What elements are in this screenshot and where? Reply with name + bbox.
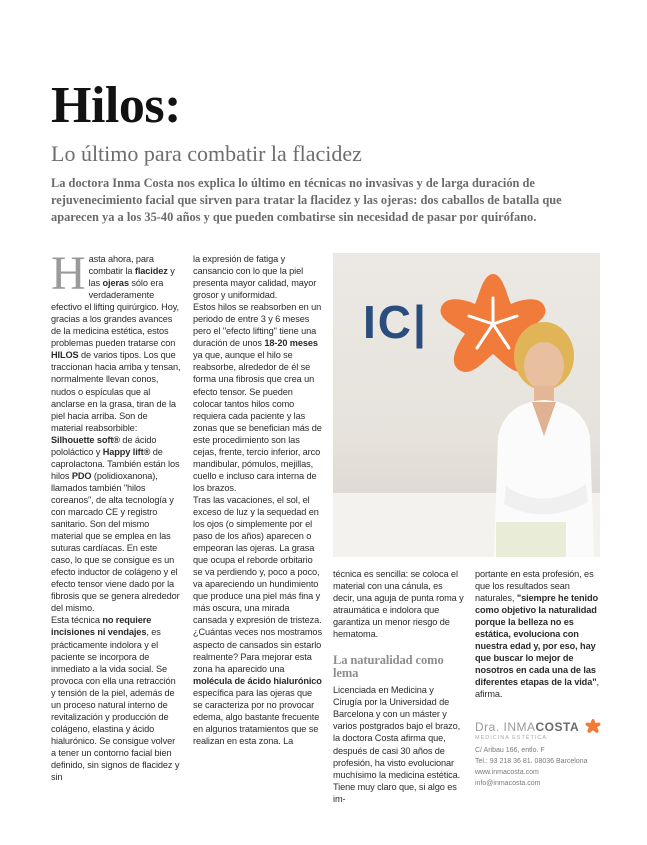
drop-cap: H [51,247,86,300]
text-bold: "siempre he tenido como objetivo la naturalidad porque la belleza no es estática, evoluciona con nuestra edad y, por eso, hay que buscar lo mejor de nosotros en cada una de las diferentes etapas de la vida" [475,593,598,688]
text: (polidioxanona), llamados también "hilos coreanos", de alta tecnología y con marcado CE y registro sanitario. Son del mismo material que se emplea en las suturas cardíacas. En este caso, lo que se consigue es un efecto inductor de colágeno y el efecto tensor viene dado por la fibrosis que se genera alrededor del mismo. [51,470,180,614]
paragraph: Licenciada en Medicina y Cirugía por la Universidad de Barcelona y con un máster y varios postgrados bajo el brazo, la doctora Costa afirma que, después de casi 30 años de profesión, ha visto evolucionar muchísimo la medicina estética. Tiene muy claro que, si algo es im- [333,685,461,804]
contact-phone: Tel.: 93 218 36 81. 08036 Barcelona [475,758,588,765]
contact-web[interactable]: www.inmacosta.com [475,769,539,776]
contact-block [475,745,605,789]
signature-first-name: INMA [503,720,536,734]
text-bold: molécula de ácido hialurónico [193,675,322,686]
text: ya que, aunque el hilo se reabsorbe, alrededor de él se forma una fibrosis que crea un efecto tensor. Se pueden colocar tantos hilos como requiera cada paciente y las zonas que se benefician más de este procedimiento son las cejas, frente, tercio inferior, arco mandibular, pómulos, mejillas, cuello e incluso cara interna de los brazos. [193,350,322,493]
text: Estos hilos se reabsorben en un periodo de entre 3 y 6 meses pero el "efecto lifting" tiene una duración de unos [193,302,322,349]
clinic-signature [475,718,602,741]
text: y las [88,266,175,289]
text-bold: 18-20 meses [264,338,318,349]
text: , afirma. [475,677,599,700]
clinic-logo-letters: IC| [363,296,428,348]
paragraph: técnica es sencilla: se coloca el material con una cánula, es decir, una aguja de punta roma y atraumática e indolora que garantiza un menor riesgo de hematoma. [333,569,464,640]
text-bold: Happy lift® [102,446,151,457]
article-lead: La doctora Inma Costa nos explica lo último en técnicas no invasivas y de larga duración de rejuvenecimiento facial que sirven para tratar la flacidez y las ojeras: dos caballos de batalla que aparecen ya a los 35-40 años y que pueden combatirse sin necesidad de pasar por quirófano. [51,176,562,224]
article-column-4 [475,568,602,701]
text: de caprolactona. También están los hilos [51,446,180,481]
text: portante en esta profesión, es que los resultados sean naturales, [475,569,594,604]
text: sólo era verdaderamente efectivo el lifting quirúrgico. Hoy, gracias a los grandes avances de la medicina estética, estos problemas pueden tratarse con [51,278,179,349]
text: específica para las ojeras que se caracteriza por no provocar edema, algo bastante frecuente en algunos tratamientos que se realizan en esta zona. La [193,687,320,746]
text: de varios tipos. Los que traccionan hacia arriba y tensan, normalmente llevan conos, nudos o espículas que al anclarse en la grasa, tiran de la piel hacia arriba. Son de material reabsorbible: [51,350,181,433]
signature-prefix: Dra. [475,720,500,734]
article-title: Hilos: [51,77,181,134]
article-column-2 [193,253,323,747]
text: Tras las vacaciones, el sol, el exceso de luz y la sequedad en los ojos (o simplemente por el paso de los años) aparecen o empeoran las ojeras. La grasa que ocupa el reborde orbitario se va perdiendo y, poco a poco, va apareciendo un hundimiento que produce una piel más fina y más oscura, una mirada cansada y expresión de tristeza. ¿Cuántas veces nos mostramos aspecto de cansados sin estarlo realmente? Para mejorar esta zona ha aparecido una [193,494,322,674]
signature-last-name: COSTA [535,720,580,734]
text: asta ahora, para combatir la [88,254,154,277]
text-bold: ojeras [102,278,129,289]
text-bold: PDO [71,470,92,481]
section-heading: La naturalidad como lema [333,653,444,681]
article-subtitle: Lo último para combatir la flacidez [51,141,362,166]
text-bold: flacidez [134,266,168,277]
text: Esta técnica [51,615,103,626]
text-bold: Silhouette soft® [51,434,120,445]
text: , es prácticamente indolora y el paciente se incorpora de inmediato a la vida social. Se provoca con ella una retracción y tensión de la piel, además de un proceso natural interno de revitalización y producción de colágeno, elastina y ácido hialurónico. Se consigue volver a tener un contorno facial bien definido, sin signos de flacidez y sin [51,627,180,783]
paragraph: la expresión de fatiga y cansancio con lo que la piel presenta mayor calidad, mayor grosor y uniformidad. [193,254,317,301]
doctor-figure [476,316,600,557]
signature-tagline: MEDICINA ESTÉTICA [475,735,548,741]
contact-address: C/ Aribau 166, entlo. F [475,747,545,754]
paragraph [51,614,181,783]
article-column-1 [51,247,181,783]
signature-name [475,720,579,734]
paragraph [51,247,181,614]
article-column-3 [333,568,464,805]
contact-email[interactable]: info@inmacosta.com [475,780,541,787]
text-bold: no requiere incisiones ni vendajes [51,615,152,638]
text-bold: HILOS [51,350,79,361]
paragraph [475,568,602,701]
star-logo-icon [585,718,601,734]
paragraph [193,301,323,494]
text: de ácido pololáctico y [51,434,157,457]
paragraph [193,494,323,747]
